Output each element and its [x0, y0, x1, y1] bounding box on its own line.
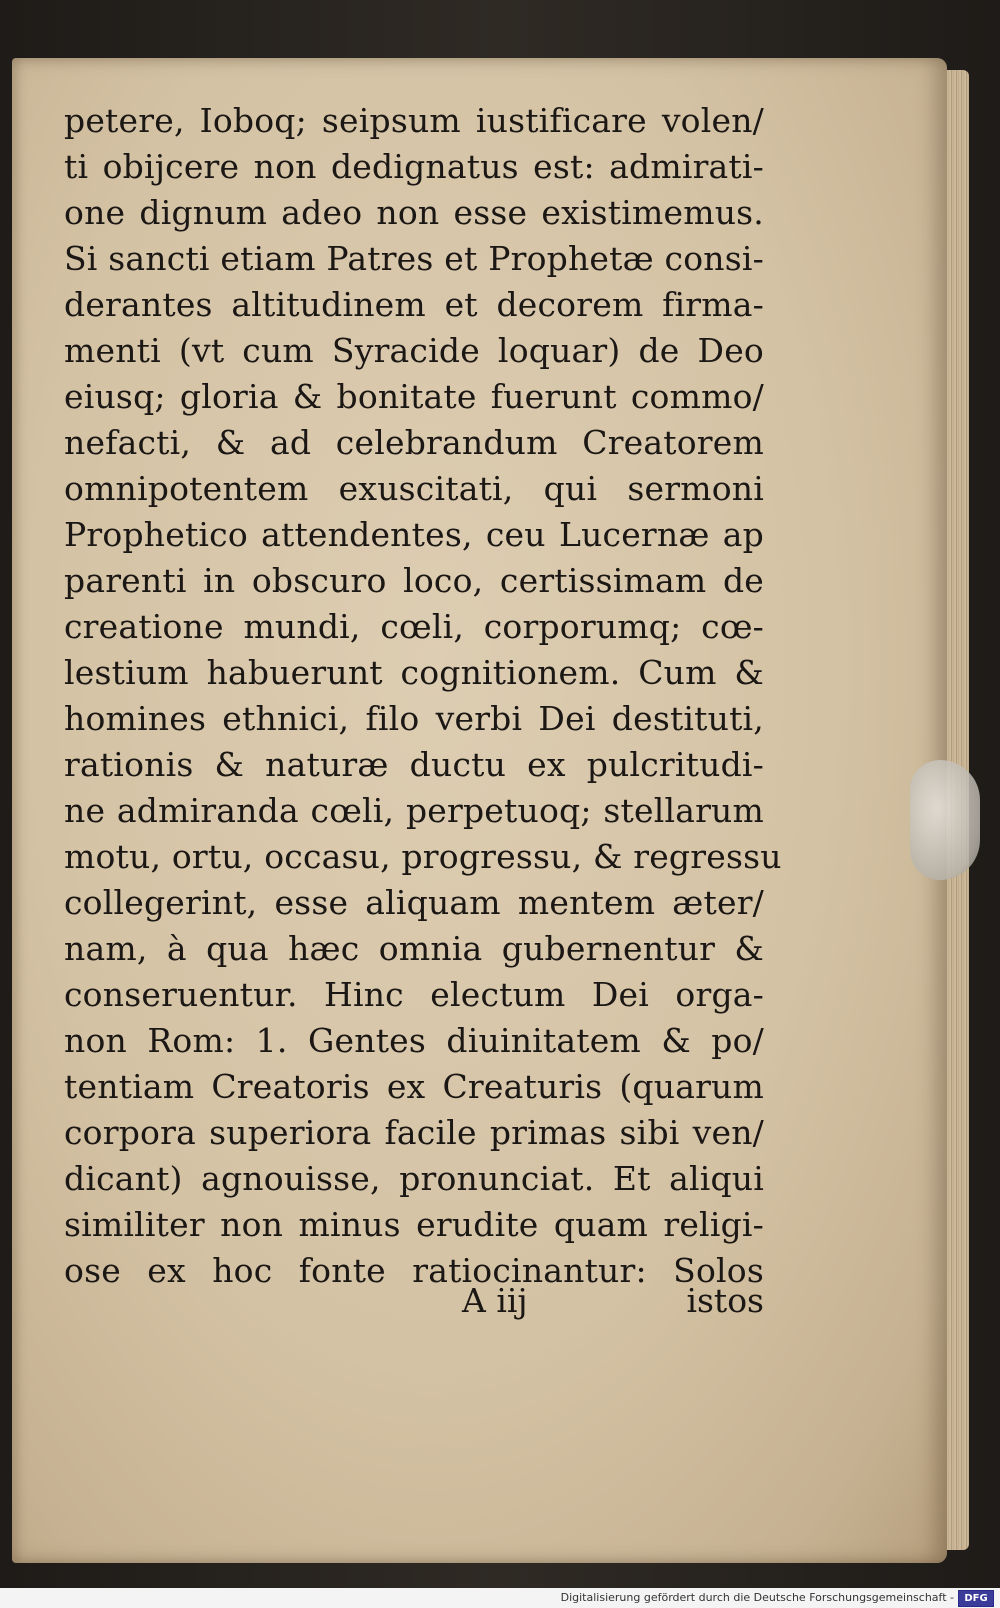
text-line: creatione mundi, cœli, corporumq; cœ-	[64, 607, 764, 646]
signature-mark: A iij	[462, 1281, 528, 1320]
text-line: ti obijcere non dedignatus est: admirati-	[64, 147, 764, 186]
text-line: eiusq; gloria & bonitate fuerunt commo/	[64, 377, 764, 416]
text-line: rationis & naturæ ductu ex pulcritudi-	[64, 745, 764, 784]
text-line: nam, à qua hæc omnia gubernentur &	[64, 929, 764, 968]
text-line: similiter non minus erudite quam religi-	[64, 1205, 764, 1244]
text-line: omnipotentem exuscitati, qui sermoni	[64, 469, 764, 508]
text-line: derantes altitudinem et decorem firma-	[64, 285, 764, 324]
page-text	[64, 98, 782, 1294]
text-line: corpora superiora facile primas sibi ven/	[64, 1113, 764, 1152]
text-line: tentiam Creatoris ex Creaturis (quarum	[64, 1067, 764, 1106]
text-line: one dignum adeo non esse existimemus.	[64, 193, 764, 232]
text-line: homines ethnici, filo verbi Dei destituti,	[64, 699, 764, 738]
text-line: ne admiranda cœli, perpetuoq; stellarum	[64, 791, 764, 830]
text-line: nefacti, & ad celebrandum Creatorem	[64, 423, 764, 462]
text-line: non Rom: 1. Gentes diuinitatem & po/	[64, 1021, 764, 1060]
text-line: petere, Ioboq; seipsum iustificare volen/	[64, 101, 764, 140]
footer-bar	[0, 1588, 1000, 1608]
text-line: dicant) agnouisse, pronunciat. Et aliqui	[64, 1159, 764, 1198]
text-line: collegerint, esse aliquam mentem æter/	[64, 883, 764, 922]
text-line: conseruentur. Hinc electum Dei orga-	[64, 975, 764, 1014]
text-line: lestium habuerunt cognitionem. Cum &	[64, 653, 764, 692]
text-line: parenti in obscuro loco, certissimam de	[64, 561, 764, 600]
text-line: Si sancti etiam Patres et Prophetæ consi-	[64, 239, 764, 278]
dfg-logo: DFG	[958, 1590, 994, 1607]
catchword: istos	[686, 1281, 764, 1320]
text-line: ose ex hoc fonte ratiocinantur: Solos	[64, 1251, 764, 1290]
text-line: Prophetico attendentes, ceu Lucernæ ap	[64, 515, 764, 554]
page-tab-clip	[910, 760, 980, 880]
signature-line	[64, 1278, 764, 1324]
text-line: menti (vt cum Syracide loquar) de Deo	[64, 331, 764, 370]
text-line: motu, ortu, occasu, progressu, & regressu	[64, 837, 782, 876]
footer-credit: Digitalisierung gefördert durch die Deutsche Forschungsgemeinschaft -	[560, 1591, 954, 1604]
